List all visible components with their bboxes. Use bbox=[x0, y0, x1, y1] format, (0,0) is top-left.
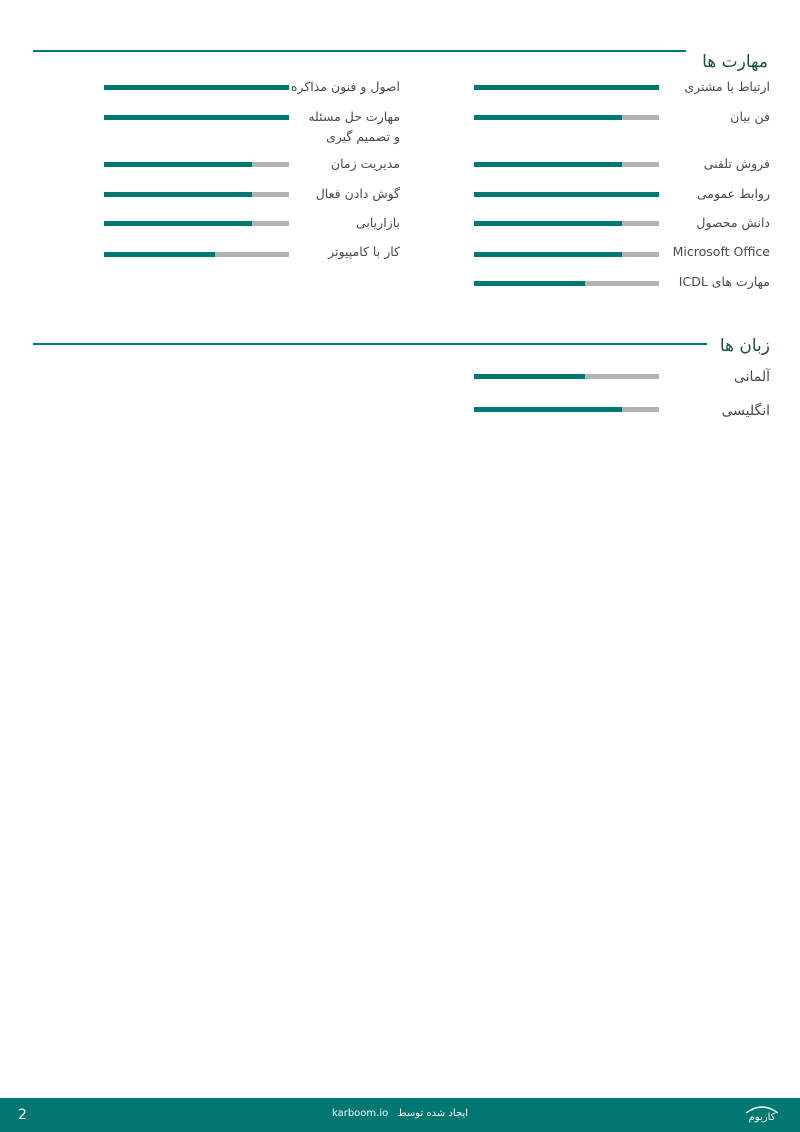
karboom-logo bbox=[740, 1104, 784, 1128]
footer-credit bbox=[0, 1108, 800, 1119]
skill-bar-fill bbox=[474, 281, 585, 286]
skill-bar bbox=[474, 85, 659, 90]
skill-label: Microsoft Office bbox=[672, 244, 770, 259]
languages-title: زبان ها bbox=[719, 336, 770, 356]
languages-title-line bbox=[33, 343, 707, 345]
skill-bar-fill bbox=[474, 162, 622, 167]
skill-bar-fill bbox=[104, 115, 289, 120]
skill-label: ارتباط با مشتری bbox=[684, 79, 770, 94]
language-label: انگلیسی bbox=[721, 403, 770, 419]
skills-title: مهارت ها bbox=[702, 52, 768, 72]
skill-label: مدیریت زمان bbox=[330, 156, 400, 171]
skill-label: اصول و فنون مذاکره bbox=[290, 79, 400, 94]
skill-bar-fill bbox=[104, 162, 252, 167]
skill-bar bbox=[104, 85, 289, 90]
skill-bar bbox=[474, 115, 659, 120]
skill-bar bbox=[474, 221, 659, 226]
skill-bar-fill bbox=[104, 85, 289, 90]
skill-bar bbox=[104, 162, 289, 167]
language-label: آلمانی bbox=[733, 369, 770, 385]
language-bar-fill bbox=[474, 407, 622, 412]
skill-bar-fill bbox=[474, 192, 659, 197]
skill-label: کار با کامپیوتر bbox=[328, 244, 400, 259]
skill-bar bbox=[104, 192, 289, 197]
skill-label: گوش دادن فعال bbox=[315, 186, 400, 201]
skill-bar bbox=[474, 252, 659, 257]
skills-title-line bbox=[33, 50, 686, 52]
skill-bar bbox=[474, 281, 659, 286]
skill-label: دانش محصول bbox=[696, 215, 770, 230]
skill-bar bbox=[104, 252, 289, 257]
skill-bar-fill bbox=[474, 115, 622, 120]
skill-label: مهارت های ICDL bbox=[678, 274, 770, 289]
skill-bar-fill bbox=[104, 252, 215, 257]
skill-bar bbox=[474, 192, 659, 197]
language-bar bbox=[474, 407, 659, 412]
skill-bar-fill bbox=[474, 252, 622, 257]
skill-bar bbox=[474, 162, 659, 167]
skill-bar bbox=[104, 221, 289, 226]
credit-text: ایجاد شده توسط bbox=[397, 1108, 468, 1119]
language-bar-fill bbox=[474, 374, 585, 379]
skill-bar-fill bbox=[104, 192, 252, 197]
page-footer bbox=[0, 1098, 800, 1132]
credit-site[interactable]: karboom.io bbox=[331, 1108, 389, 1119]
skill-label: مهارت حل مسئله و تصمیم گیری bbox=[308, 109, 400, 144]
logo-text: کاربوم bbox=[748, 1112, 776, 1123]
skill-label: فروش تلفنی bbox=[703, 156, 770, 171]
skill-label: بازاریابی bbox=[355, 215, 400, 230]
page-number: 2 bbox=[18, 1107, 27, 1123]
language-bar bbox=[474, 374, 659, 379]
skill-bar-fill bbox=[104, 221, 252, 226]
skill-label: روابط عمومی bbox=[696, 186, 770, 201]
skill-bar bbox=[104, 115, 289, 120]
skill-bar-fill bbox=[474, 85, 659, 90]
skill-bar-fill bbox=[474, 221, 622, 226]
skill-label: فن بیان bbox=[730, 109, 770, 124]
